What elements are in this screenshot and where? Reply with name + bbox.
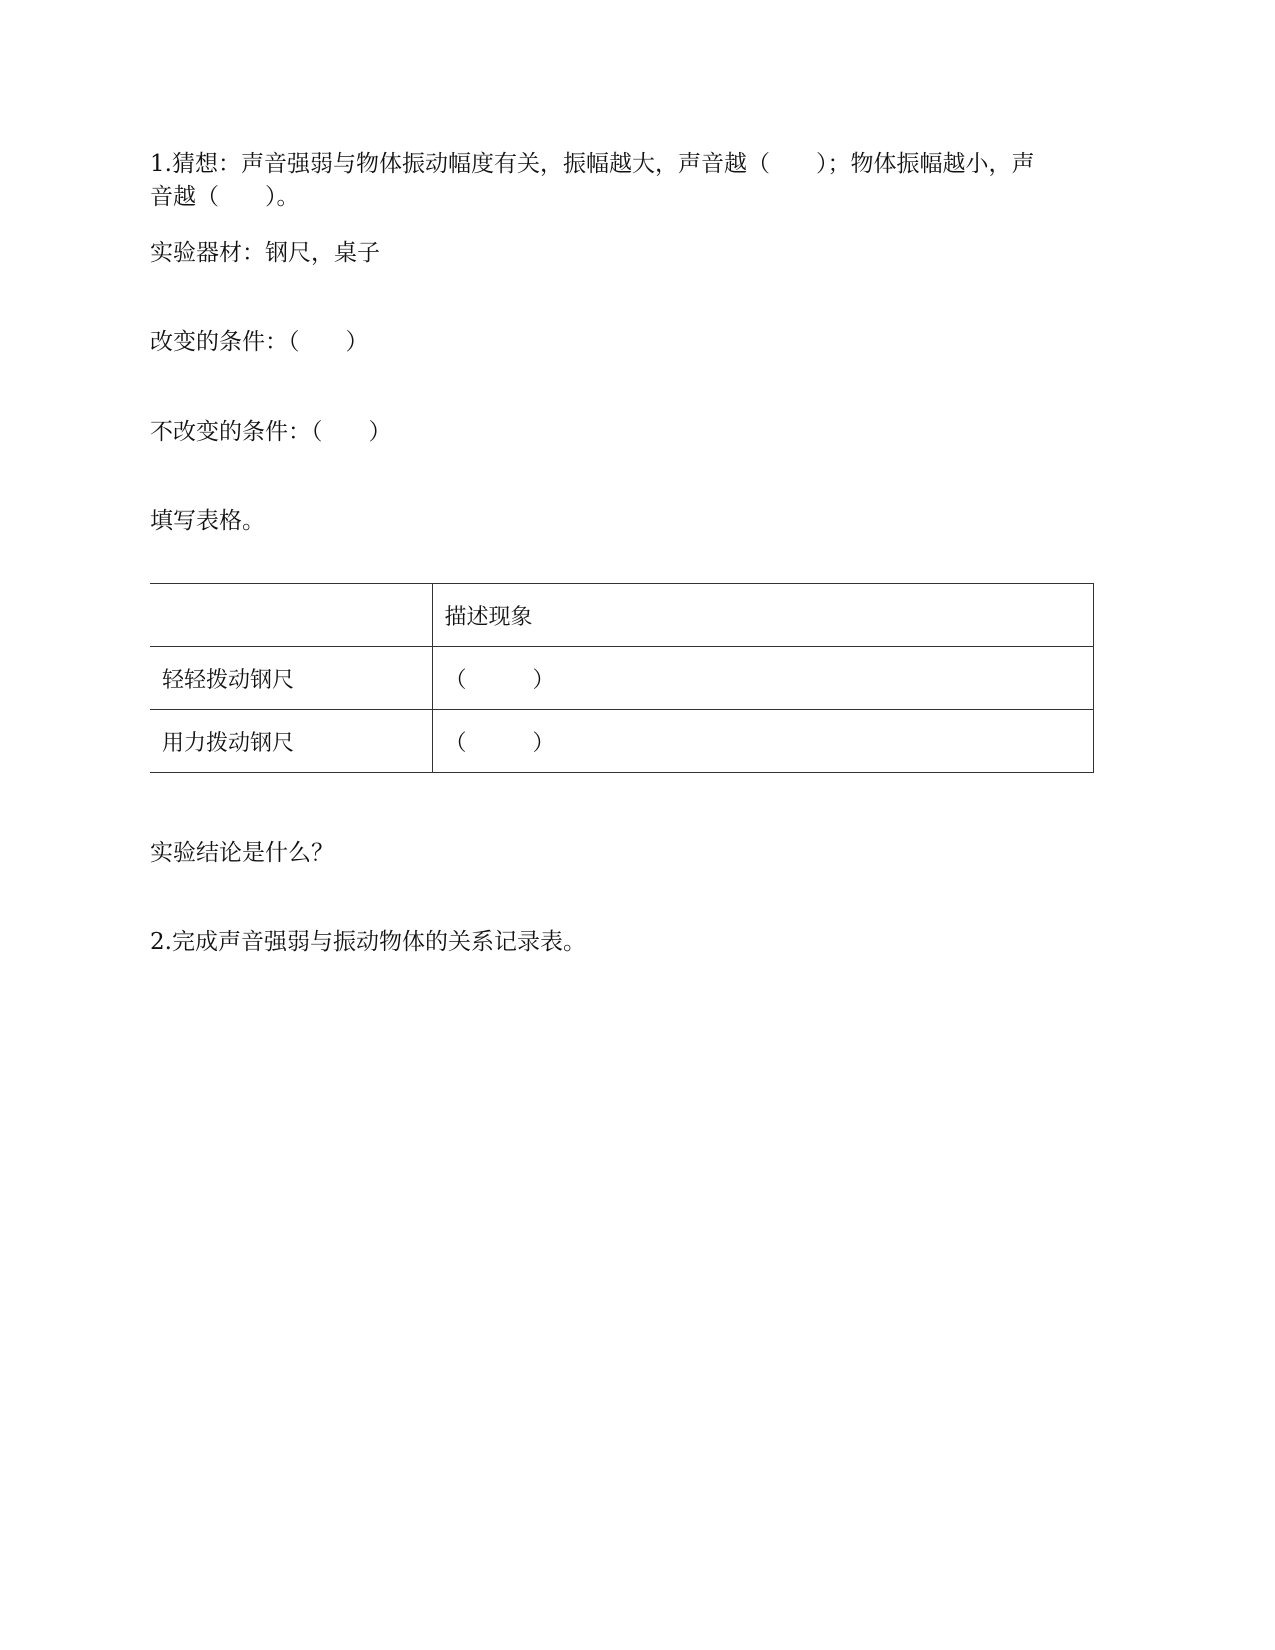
question-1-hypothesis-line-1: 1.猜想：声音强弱与物体振动幅度有关，振幅越大，声音越（ ）；物体振幅越小，声 (150, 151, 1035, 177)
table-cell-answer-blank (432, 710, 1094, 773)
table-header-row (150, 584, 1094, 647)
question-1-hypothesis-line-2: 音越（ ）。 (150, 184, 300, 210)
unchanged-condition: 不改变的条件：（ ） (150, 419, 392, 445)
observation-table (150, 583, 1094, 773)
conclusion-prompt: 实验结论是什么？ (150, 840, 334, 866)
changed-condition: 改变的条件：（ ） (150, 329, 369, 355)
answer-blank: （ ） (444, 730, 555, 756)
answer-blank: （ ） (444, 667, 555, 693)
table-row (150, 710, 1094, 773)
experiment-materials: 实验器材：钢尺，桌子 (150, 240, 380, 266)
table-cell-action: 轻轻拨动钢尺 (150, 647, 432, 710)
table-header-cell-description: 描述现象 (432, 584, 1094, 647)
table-row (150, 647, 1094, 710)
question-2-text: 2.完成声音强弱与振动物体的关系记录表。 (150, 929, 586, 955)
table-cell-action: 用力拨动钢尺 (150, 710, 432, 773)
fill-table-prompt: 填写表格。 (150, 508, 265, 534)
table-header-cell-empty (150, 584, 432, 647)
table-cell-answer-blank (432, 647, 1094, 710)
